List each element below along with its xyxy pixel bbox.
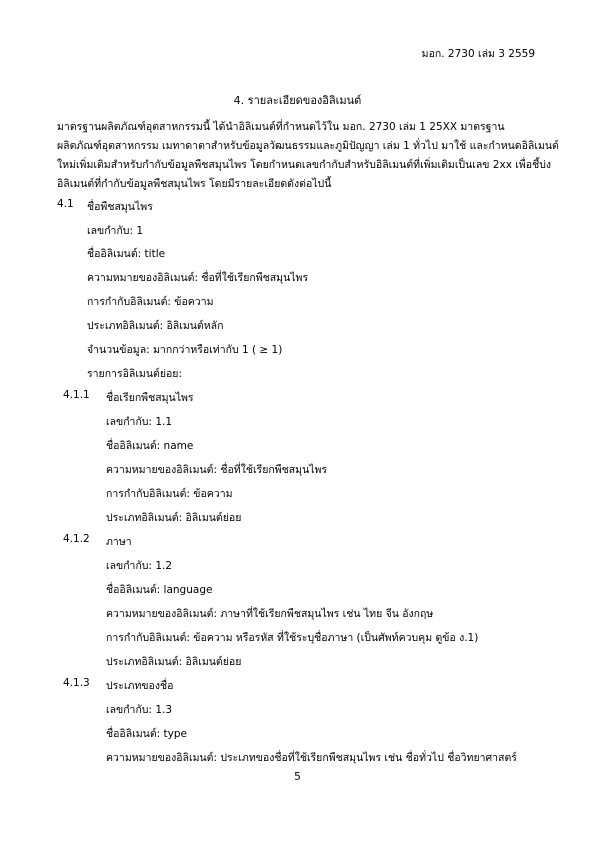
- intro-line: ผลิตภัณฑ์อุตสาหกรรม เมทาดาตาสำหรับข้อมูลวัฒนธรรมและภูมิปัญญา เล่ม 1 ทั่วไป มาใช้ และกำหนดอิลิเมนต์: [57, 140, 559, 152]
- field-subelements: รายการอิลิเมนต์ย่อย:: [87, 368, 182, 380]
- field-value-type: การกำกับอิลิเมนต์: ข้อความ หรือรหัส ที่ใช้ระบุชื่อภาษา (เป็นศัพท์ควบคุม ดูข้อ ง.1): [106, 632, 479, 644]
- section-title: 4. รายละเอียดของอิลิเมนต์: [233, 94, 362, 107]
- field-id: เลขกำกับ: 1.3: [106, 704, 173, 716]
- intro-line: มาตรฐานผลิตภัณฑ์อุตสาหกรรมนี้ ได้นำอิลิเมนต์ที่กำหนดไว้ใน มอก. 2730 เล่ม 1 25XX มาตรฐาน: [57, 121, 505, 133]
- field-meaning: ความหมายของอิลิเมนต์: ชื่อที่ใช้เรียกพืชสมุนไพร: [106, 464, 328, 476]
- section-heading: ภาษา: [106, 536, 132, 548]
- intro-line: ใหม่เพิ่มเติมสำหรับกำกับข้อมูลพืชสมุนไพร โดยกำหนดเลขกำกับสำหรับอิลิเมนต์ที่เพิ่มเติมเป็นเลข 2xx เพื่อชี้บ่ง: [57, 159, 551, 171]
- section-number: 4.1.1: [63, 389, 90, 401]
- field-element-name: ชื่ออิลิเมนต์: title: [87, 248, 166, 260]
- field-element-name: ชื่ออิลิเมนต์: language: [106, 584, 213, 596]
- field-value-type: การกำกับอิลิเมนต์: ข้อความ: [87, 296, 214, 308]
- field-meaning: ความหมายของอิลิเมนต์: ประเภทของชื่อที่ใช้เรียกพืชสมุนไพร เช่น ชื่อทั่วไป ชื่อวิทยาศาสตร์: [106, 752, 517, 764]
- field-element-name: ชื่ออิลิเมนต์: type: [106, 728, 188, 740]
- field-meaning: ความหมายของอิลิเมนต์: ชื่อที่ใช้เรียกพืชสมุนไพร: [87, 272, 309, 284]
- page-header: มอก. 2730 เล่ม 3 2559: [421, 48, 535, 60]
- field-element-type: ประเภทอิลิเมนต์: อิลิเมนต์ย่อย: [106, 656, 242, 668]
- section-heading: ประเภทของชื่อ: [106, 680, 174, 692]
- field-id: เลขกำกับ: 1.2: [106, 560, 173, 572]
- section-heading: ชื่อเรียกพืชสมุนไพร: [106, 392, 194, 404]
- field-element-type: ประเภทอิลิเมนต์: อิลิเมนต์ย่อย: [106, 512, 242, 524]
- section-heading: ชื่อพืชสมุนไพร: [87, 201, 153, 213]
- intro-line: อิลิเมนต์ที่กำกับข้อมูลพืชสมุนไพร โดยมีรายละเอียดดังต่อไปนี้: [57, 178, 332, 190]
- section-number: 4.1.3: [63, 677, 90, 689]
- field-element-type: ประเภทอิลิเมนต์: อิลิเมนต์หลัก: [87, 320, 224, 332]
- field-id: เลขกำกับ: 1.1: [106, 416, 173, 428]
- section-number: 4.1: [57, 198, 74, 210]
- field-element-name: ชื่ออิลิเมนต์: name: [106, 440, 194, 452]
- field-occurrence: จำนวนข้อมูล: มากกว่าหรือเท่ากับ 1 ( ≥ 1): [87, 344, 283, 356]
- field-id: เลขกำกับ: 1: [87, 225, 144, 237]
- field-meaning: ความหมายของอิลิเมนต์: ภาษาที่ใช้เรียกพืชสมุนไพร เช่น ไทย จีน อังกฤษ: [106, 608, 434, 620]
- section-number: 4.1.2: [63, 533, 90, 545]
- field-value-type: การกำกับอิลิเมนต์: ข้อความ: [106, 488, 233, 500]
- page-number: 5: [294, 771, 301, 783]
